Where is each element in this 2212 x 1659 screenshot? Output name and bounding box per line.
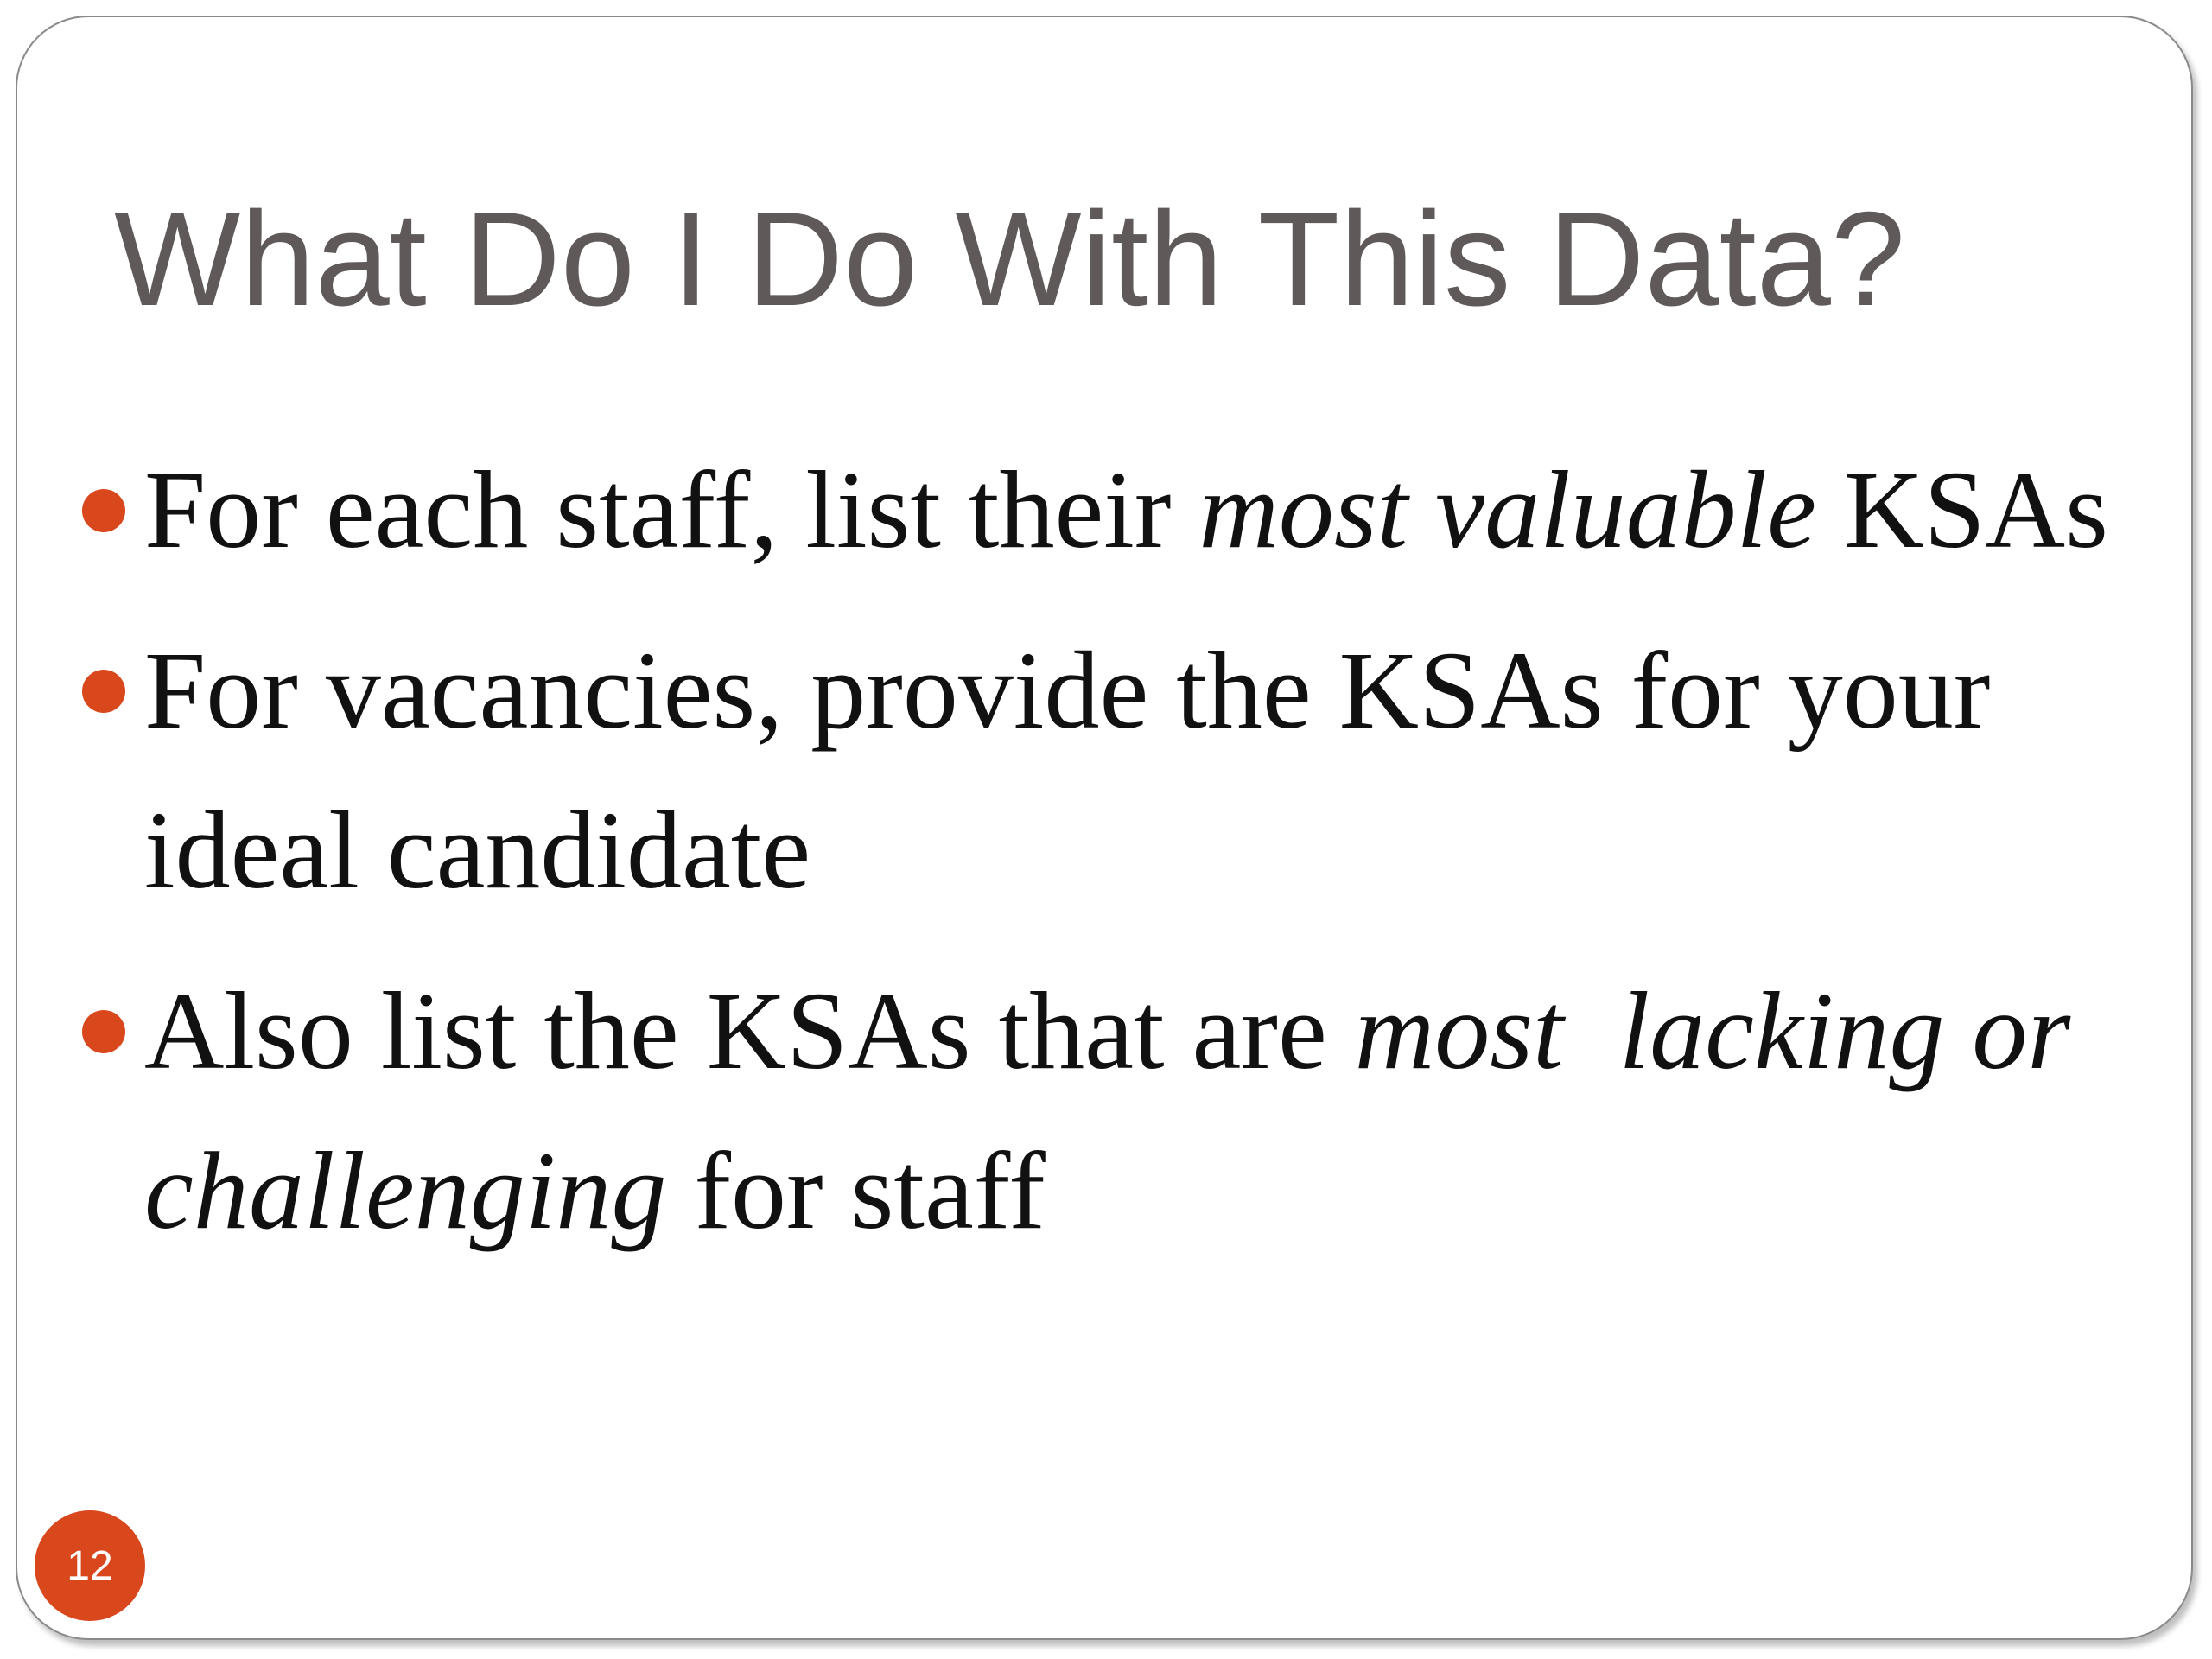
bullet-text-italic: challenging — [144, 1129, 667, 1252]
slide-title: What Do I Do With This Data? — [114, 184, 1906, 334]
bullet-text: For each staff, list their — [144, 448, 1199, 571]
bullet-line — [144, 951, 2173, 1111]
bullet-text-italic: most valuable — [1198, 448, 1816, 571]
bullet-list — [82, 430, 2173, 1292]
bullet-text: for staff — [666, 1129, 1046, 1252]
bullet-text: For vacancies, provide the KSAs for your — [144, 629, 1991, 752]
bullet-item — [82, 611, 2173, 931]
bullet-dot-icon — [82, 1010, 125, 1053]
slide-frame — [16, 16, 2193, 1640]
bullet-item — [82, 430, 2173, 590]
bullet-line — [144, 430, 2173, 590]
bullet-text: ideal candidate — [144, 789, 811, 912]
bullet-dot-icon — [82, 489, 125, 532]
bullet-text-italic: most lacking or — [1354, 969, 2071, 1092]
bullet-dot-icon — [82, 670, 125, 713]
bullet-line — [144, 611, 2173, 771]
bullet-item — [82, 951, 2173, 1271]
bullet-text: KSAs — [1816, 448, 2108, 571]
bullet-line — [144, 1111, 2173, 1271]
bullet-line — [144, 771, 2173, 931]
page-number-badge: 12 — [35, 1510, 145, 1621]
bullet-text: Also list the KSAs that are — [144, 969, 1355, 1092]
